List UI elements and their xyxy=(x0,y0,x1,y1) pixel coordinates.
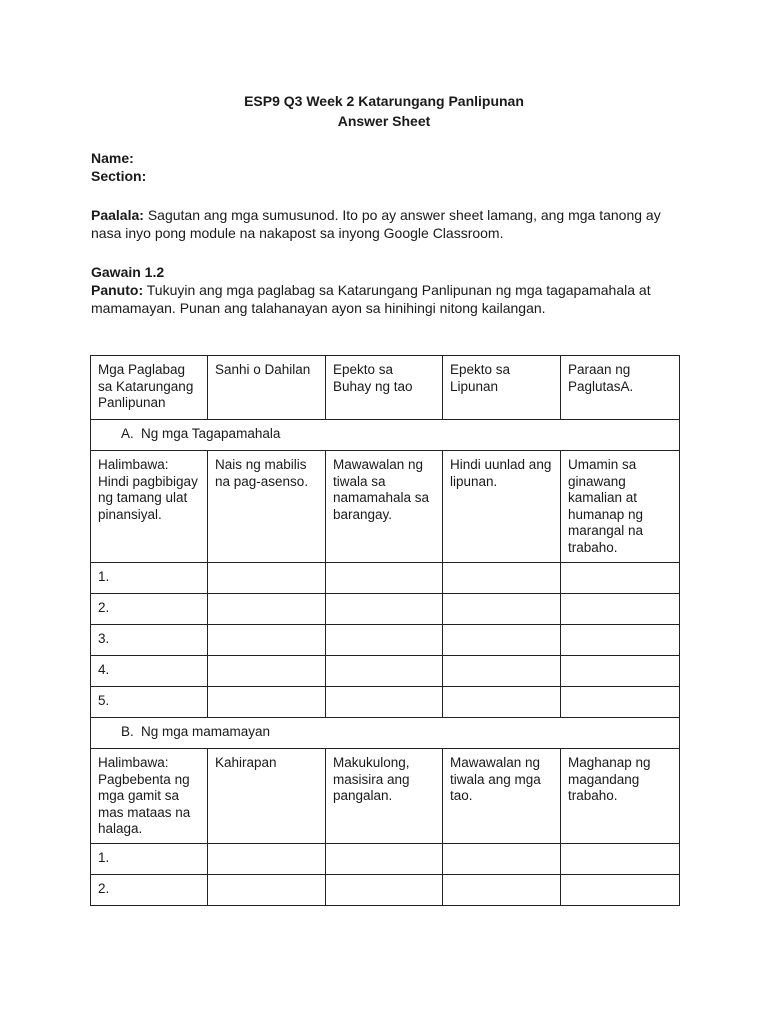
answer-cell[interactable] xyxy=(561,874,680,905)
document-subtitle: Answer Sheet xyxy=(337,113,431,129)
example-b-epekto-lipunan: Mawawalan ng tiwala ang mga tao. xyxy=(443,749,561,844)
answer-cell[interactable] xyxy=(208,625,326,656)
table-row xyxy=(91,843,680,874)
section-b-row xyxy=(91,718,680,749)
example-a-paraan: Umamin sa ginawang kamalian at humanap ng marangal na trabaho. xyxy=(561,451,680,563)
row-number: 4. xyxy=(91,656,208,687)
answer-cell[interactable] xyxy=(326,687,443,718)
section-a-label: Ng mga Tagapamahala xyxy=(141,426,281,441)
answer-cell[interactable] xyxy=(443,594,561,625)
answer-cell[interactable] xyxy=(561,594,680,625)
answer-cell[interactable] xyxy=(561,656,680,687)
answer-cell[interactable] xyxy=(326,625,443,656)
example-b-sanhi: Kahirapan xyxy=(208,749,326,844)
answer-cell[interactable] xyxy=(443,656,561,687)
panuto-paragraph xyxy=(91,281,691,317)
example-b-paglabag: Halimbawa: Pagbebenta ng mga gamit sa mas mataas na halaga. xyxy=(91,749,208,844)
header-cell-sanhi: Sanhi o Dahilan xyxy=(208,356,326,420)
answer-cell[interactable] xyxy=(326,843,443,874)
row-number: 2. xyxy=(91,594,208,625)
panuto-label: Panuto: xyxy=(91,282,144,298)
example-b-epekto-buhay: Makukulong, masisira ang pangalan. xyxy=(326,749,443,844)
answer-cell[interactable] xyxy=(208,687,326,718)
table-row xyxy=(91,656,680,687)
answer-cell[interactable] xyxy=(561,687,680,718)
example-row-b xyxy=(91,749,680,844)
answer-cell[interactable] xyxy=(561,843,680,874)
row-number: 1. xyxy=(91,563,208,594)
document-title: ESP9 Q3 Week 2 Katarungang Panlipunan xyxy=(244,93,524,109)
example-row-a xyxy=(91,451,680,563)
table-row xyxy=(91,625,680,656)
answer-cell[interactable] xyxy=(443,874,561,905)
answer-cell[interactable] xyxy=(208,843,326,874)
name-label: Name: xyxy=(91,150,134,166)
table-row xyxy=(91,687,680,718)
answer-cell[interactable] xyxy=(326,594,443,625)
section-label: Section: xyxy=(91,168,147,184)
example-a-epekto-lipunan: Hindi uunlad ang lipunan. xyxy=(443,451,561,563)
answer-table xyxy=(90,355,680,906)
table-row xyxy=(91,563,680,594)
example-a-epekto-buhay: Mawawalan ng tiwala sa namamahala sa barangay. xyxy=(326,451,443,563)
header-cell-paglabag: Mga Paglabag sa Katarungang Panlipunan xyxy=(91,356,208,420)
table-row xyxy=(91,594,680,625)
answer-cell[interactable] xyxy=(208,874,326,905)
panuto-text: Tukuyin ang mga paglabag sa Katarungang Panlipunan ng mga tagapamahala at mamamayan. Punan ang talahanayan ayon sa hinihingi nitong kailangan. xyxy=(91,282,651,316)
answer-cell[interactable] xyxy=(443,563,561,594)
header-cell-epekto-lipunan: Epekto sa Lipunan xyxy=(443,356,561,420)
section-b-letter: B. xyxy=(121,724,134,739)
example-b-paraan: Maghanap ng magandang trabaho. xyxy=(561,749,680,844)
row-number: 5. xyxy=(91,687,208,718)
paalala-text: Sagutan ang mga sumusunod. Ito po ay answer sheet lamang, ang mga tanong ay nasa inyo pong module na nakapost sa inyong Google Classroom. xyxy=(91,207,661,241)
gawain-heading: Gawain 1.2 xyxy=(91,264,165,280)
section-a-letter: A. xyxy=(121,426,134,441)
answer-cell[interactable] xyxy=(561,625,680,656)
table-header-row xyxy=(91,356,680,420)
answer-cell[interactable] xyxy=(208,656,326,687)
answer-cell[interactable] xyxy=(443,843,561,874)
answer-cell[interactable] xyxy=(326,656,443,687)
paalala-paragraph xyxy=(91,206,691,242)
section-b-cell xyxy=(91,718,680,749)
answer-cell[interactable] xyxy=(208,563,326,594)
header-cell-paraan: Paraan ng PaglutasA. xyxy=(561,356,680,420)
answer-cell[interactable] xyxy=(561,563,680,594)
row-number: 1. xyxy=(91,843,208,874)
table-row xyxy=(91,874,680,905)
paalala-label: Paalala: xyxy=(91,207,144,223)
row-number: 2. xyxy=(91,874,208,905)
section-b-label: Ng mga mamamayan xyxy=(141,724,271,739)
example-a-sanhi: Nais ng mabilis na pag-asenso. xyxy=(208,451,326,563)
answer-cell[interactable] xyxy=(443,625,561,656)
header-cell-epekto-buhay: Epekto sa Buhay ng tao xyxy=(326,356,443,420)
answer-cell[interactable] xyxy=(326,874,443,905)
answer-cell[interactable] xyxy=(326,563,443,594)
answer-cell[interactable] xyxy=(443,687,561,718)
example-a-paglabag: Halimbawa: Hindi pagbibigay ng tamang ulat pinansiyal. xyxy=(91,451,208,563)
section-a-cell xyxy=(91,420,680,451)
answer-cell[interactable] xyxy=(208,594,326,625)
section-a-row xyxy=(91,420,680,451)
row-number: 3. xyxy=(91,625,208,656)
